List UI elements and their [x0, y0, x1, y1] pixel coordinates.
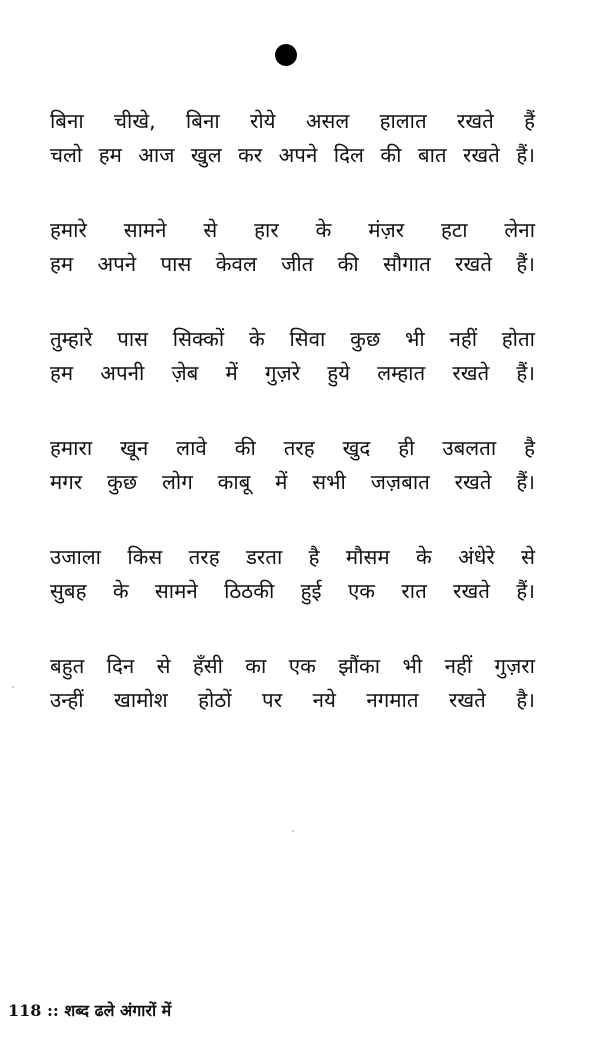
poem-line: बिना चीखे, बिना रोये असल हालात रखते हैं — [50, 109, 535, 133]
poem-line: तुम्हारे पास सिक्कों के सिवा कुछ भी नहीं होता — [50, 327, 535, 351]
scan-speck — [12, 686, 14, 688]
poem-line: हम अपने पास केवल जीत की सौगात रखते हैं। — [50, 252, 535, 276]
page-footer: 118 :: शब्द ढले अंगारों में — [8, 1001, 172, 1020]
stanza — [50, 431, 535, 499]
stanza — [50, 104, 535, 172]
poem — [50, 104, 535, 758]
stanza — [50, 649, 535, 717]
poem-line: हमारे सामने से हार के मंज़र हटा लेना — [50, 218, 535, 242]
poem-line: उजाला किस तरह डरता है मौसम के अंधेरे से — [50, 545, 535, 569]
poem-line: उन्हीं खामोश होठों पर नये नगमात रखते है। — [50, 688, 535, 712]
stanza — [50, 540, 535, 608]
bullet-icon — [275, 44, 297, 66]
stanza — [50, 322, 535, 390]
scan-speck — [292, 830, 294, 832]
poem-line: चलो हम आज खुल कर अपने दिल की बात रखते हैं। — [50, 143, 535, 167]
poem-line: बहुत दिन से हँसी का एक झौंका भी नहीं गुज़रा — [50, 654, 535, 678]
stanza — [50, 213, 535, 281]
poem-line: मगर कुछ लोग काबू में सभी जज़बात रखते हैं। — [50, 470, 535, 494]
poem-line: सुबह के सामने ठिठकी हुई एक रात रखते हैं। — [50, 579, 535, 603]
poem-line: हमारा खून लावे की तरह खुद ही उबलता है — [50, 436, 535, 460]
poem-line: हम अपनी ज़ेब में गुज़रे हुये लम्हात रखते हैं। — [50, 361, 535, 385]
